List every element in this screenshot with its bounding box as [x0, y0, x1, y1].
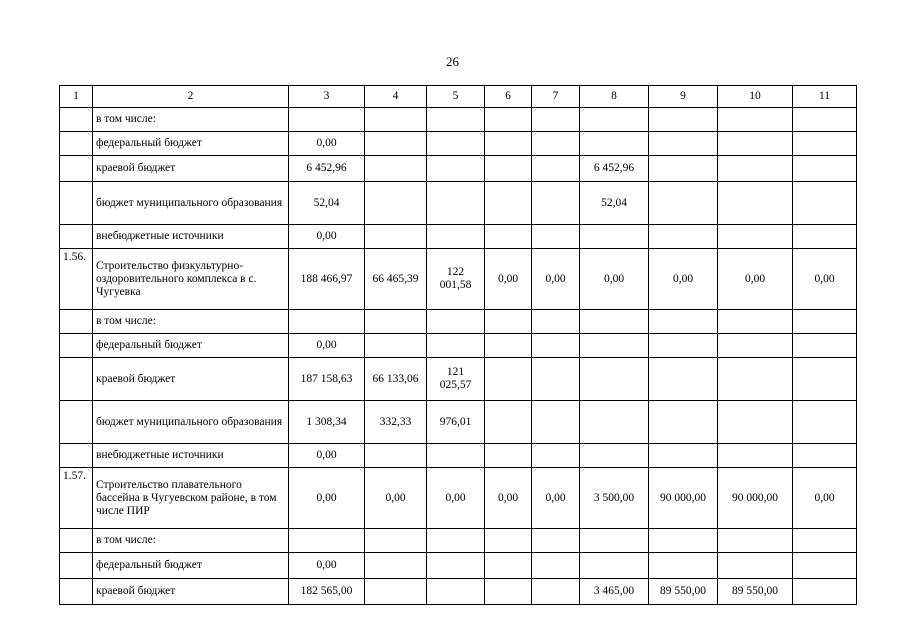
value-cell: 976,01: [427, 401, 485, 444]
value-cell: [532, 310, 580, 334]
row-index-cell: [60, 132, 93, 156]
table-row: [60, 358, 857, 401]
value-cell: 122 001,58: [427, 249, 485, 310]
row-name-cell: краевой бюджет: [93, 579, 289, 605]
column-header: 8: [580, 86, 649, 108]
column-header: 6: [485, 86, 532, 108]
table-header-row: [60, 86, 857, 108]
value-cell: [649, 358, 718, 401]
value-cell: 52,04: [289, 182, 365, 225]
value-cell: [649, 225, 718, 249]
value-cell: 0,00: [485, 249, 532, 310]
value-cell: [427, 156, 485, 182]
row-index-cell: 1.56.: [60, 249, 93, 310]
value-cell: [485, 579, 532, 605]
value-cell: 0,00: [365, 468, 427, 529]
value-cell: 0,00: [532, 468, 580, 529]
row-index-cell: [60, 156, 93, 182]
value-cell: [718, 182, 793, 225]
value-cell: [580, 108, 649, 132]
value-cell: [289, 310, 365, 334]
value-cell: [532, 225, 580, 249]
value-cell: [649, 529, 718, 553]
row-name-cell: федеральный бюджет: [93, 334, 289, 358]
value-cell: [289, 529, 365, 553]
row-index-cell: [60, 401, 93, 444]
value-cell: [427, 553, 485, 579]
value-cell: [365, 182, 427, 225]
value-cell: [485, 529, 532, 553]
value-cell: 0,00: [793, 468, 857, 529]
value-cell: [365, 108, 427, 132]
value-cell: [649, 132, 718, 156]
value-cell: 0,00: [580, 249, 649, 310]
column-header: 3: [289, 86, 365, 108]
value-cell: 0,00: [289, 553, 365, 579]
value-cell: 6 452,96: [580, 156, 649, 182]
value-cell: [532, 529, 580, 553]
value-cell: [532, 182, 580, 225]
value-cell: [365, 132, 427, 156]
row-name-cell: в том числе:: [93, 529, 289, 553]
value-cell: [580, 225, 649, 249]
row-index-cell: [60, 553, 93, 579]
value-cell: [718, 401, 793, 444]
table-row: [60, 108, 857, 132]
value-cell: [485, 358, 532, 401]
budget-table: [59, 85, 857, 605]
column-header: 7: [532, 86, 580, 108]
value-cell: [485, 108, 532, 132]
value-cell: [793, 310, 857, 334]
value-cell: [793, 108, 857, 132]
value-cell: [532, 334, 580, 358]
value-cell: 0,00: [485, 468, 532, 529]
value-cell: [485, 225, 532, 249]
value-cell: [365, 156, 427, 182]
value-cell: 89 550,00: [649, 579, 718, 605]
column-header: 9: [649, 86, 718, 108]
value-cell: [365, 310, 427, 334]
table-row: [60, 156, 857, 182]
row-index-cell: [60, 310, 93, 334]
row-name-cell: в том числе:: [93, 108, 289, 132]
row-index-cell: [60, 334, 93, 358]
value-cell: [427, 579, 485, 605]
value-cell: [718, 310, 793, 334]
value-cell: [793, 156, 857, 182]
value-cell: [485, 334, 532, 358]
value-cell: [532, 401, 580, 444]
row-name-cell: внебюджетные источники: [93, 225, 289, 249]
value-cell: 1 308,34: [289, 401, 365, 444]
value-cell: [649, 156, 718, 182]
table-row: [60, 182, 857, 225]
value-cell: [793, 444, 857, 468]
table-row: [60, 310, 857, 334]
value-cell: 90 000,00: [649, 468, 718, 529]
column-header: 5: [427, 86, 485, 108]
value-cell: 90 000,00: [718, 468, 793, 529]
value-cell: [649, 108, 718, 132]
value-cell: [532, 579, 580, 605]
value-cell: [532, 444, 580, 468]
table-row: [60, 468, 857, 529]
value-cell: [718, 334, 793, 358]
value-cell: 0,00: [718, 249, 793, 310]
value-cell: [365, 444, 427, 468]
value-cell: [649, 401, 718, 444]
column-header: 11: [793, 86, 857, 108]
table-row: [60, 225, 857, 249]
value-cell: [649, 444, 718, 468]
value-cell: [793, 553, 857, 579]
value-cell: [718, 444, 793, 468]
value-cell: 332,33: [365, 401, 427, 444]
value-cell: 187 158,63: [289, 358, 365, 401]
row-name-cell: внебюджетные источники: [93, 444, 289, 468]
value-cell: 3 465,00: [580, 579, 649, 605]
value-cell: 3 500,00: [580, 468, 649, 529]
value-cell: [289, 108, 365, 132]
row-name-cell: краевой бюджет: [93, 156, 289, 182]
value-cell: [718, 529, 793, 553]
value-cell: 0,00: [793, 249, 857, 310]
value-cell: [580, 310, 649, 334]
value-cell: [718, 132, 793, 156]
column-header: 10: [718, 86, 793, 108]
value-cell: [365, 225, 427, 249]
row-index-cell: [60, 358, 93, 401]
value-cell: [718, 225, 793, 249]
value-cell: [580, 132, 649, 156]
page-number: 26: [446, 54, 459, 69]
value-cell: [580, 553, 649, 579]
value-cell: [485, 156, 532, 182]
value-cell: [485, 553, 532, 579]
value-cell: [793, 334, 857, 358]
value-cell: [793, 225, 857, 249]
value-cell: [532, 132, 580, 156]
value-cell: 89 550,00: [718, 579, 793, 605]
value-cell: [365, 579, 427, 605]
value-cell: [580, 358, 649, 401]
value-cell: [427, 182, 485, 225]
row-index-cell: [60, 579, 93, 605]
value-cell: [365, 529, 427, 553]
value-cell: [532, 156, 580, 182]
value-cell: [718, 553, 793, 579]
value-cell: [793, 529, 857, 553]
value-cell: [485, 401, 532, 444]
value-cell: [793, 401, 857, 444]
value-cell: [793, 579, 857, 605]
value-cell: [427, 310, 485, 334]
value-cell: [580, 401, 649, 444]
value-cell: 0,00: [289, 132, 365, 156]
table-row: [60, 529, 857, 553]
row-name-cell: краевой бюджет: [93, 358, 289, 401]
value-cell: 6 452,96: [289, 156, 365, 182]
value-cell: [485, 310, 532, 334]
value-cell: [718, 156, 793, 182]
row-index-cell: [60, 444, 93, 468]
row-name-cell: в том числе:: [93, 310, 289, 334]
value-cell: [485, 444, 532, 468]
value-cell: 0,00: [649, 249, 718, 310]
value-cell: [649, 310, 718, 334]
value-cell: [427, 132, 485, 156]
value-cell: [718, 358, 793, 401]
value-cell: [532, 108, 580, 132]
table-row: [60, 444, 857, 468]
value-cell: 0,00: [289, 444, 365, 468]
value-cell: [649, 553, 718, 579]
column-header: 4: [365, 86, 427, 108]
value-cell: [485, 132, 532, 156]
table-row: [60, 401, 857, 444]
value-cell: [532, 553, 580, 579]
value-cell: [649, 334, 718, 358]
value-cell: [427, 529, 485, 553]
value-cell: 66 465,39: [365, 249, 427, 310]
value-cell: 52,04: [580, 182, 649, 225]
row-name-cell: бюджет муниципального образования: [93, 182, 289, 225]
row-index-cell: [60, 182, 93, 225]
value-cell: 0,00: [289, 225, 365, 249]
table-row: [60, 579, 857, 605]
value-cell: [365, 334, 427, 358]
row-name-cell: федеральный бюджет: [93, 132, 289, 156]
value-cell: [485, 182, 532, 225]
table-row: [60, 553, 857, 579]
table-row: [60, 249, 857, 310]
value-cell: [793, 358, 857, 401]
value-cell: [649, 182, 718, 225]
value-cell: 66 133,06: [365, 358, 427, 401]
value-cell: [427, 225, 485, 249]
value-cell: [427, 334, 485, 358]
value-cell: 0,00: [289, 468, 365, 529]
value-cell: 0,00: [532, 249, 580, 310]
value-cell: [580, 334, 649, 358]
value-cell: [580, 444, 649, 468]
row-index-cell: 1.57.: [60, 468, 93, 529]
value-cell: 121 025,57: [427, 358, 485, 401]
value-cell: [793, 182, 857, 225]
value-cell: 0,00: [427, 468, 485, 529]
row-name-cell: федеральный бюджет: [93, 553, 289, 579]
row-index-cell: [60, 225, 93, 249]
table-row: [60, 334, 857, 358]
value-cell: 0,00: [289, 334, 365, 358]
value-cell: [793, 132, 857, 156]
value-cell: [532, 358, 580, 401]
row-name-cell: бюджет муниципального образования: [93, 401, 289, 444]
value-cell: 182 565,00: [289, 579, 365, 605]
value-cell: [427, 444, 485, 468]
value-cell: 188 466,97: [289, 249, 365, 310]
column-header: 1: [60, 86, 93, 108]
row-name-cell: Строительство плавательного бассейна в Чугуевском районе, в том числе ПИР: [93, 468, 289, 529]
value-cell: [580, 529, 649, 553]
value-cell: [427, 108, 485, 132]
value-cell: [718, 108, 793, 132]
column-header: 2: [93, 86, 289, 108]
table-row: [60, 132, 857, 156]
value-cell: [365, 553, 427, 579]
row-index-cell: [60, 529, 93, 553]
row-name-cell: Строительство физкультурно-оздоровительного комплекса в с. Чугуевка: [93, 249, 289, 310]
row-index-cell: [60, 108, 93, 132]
